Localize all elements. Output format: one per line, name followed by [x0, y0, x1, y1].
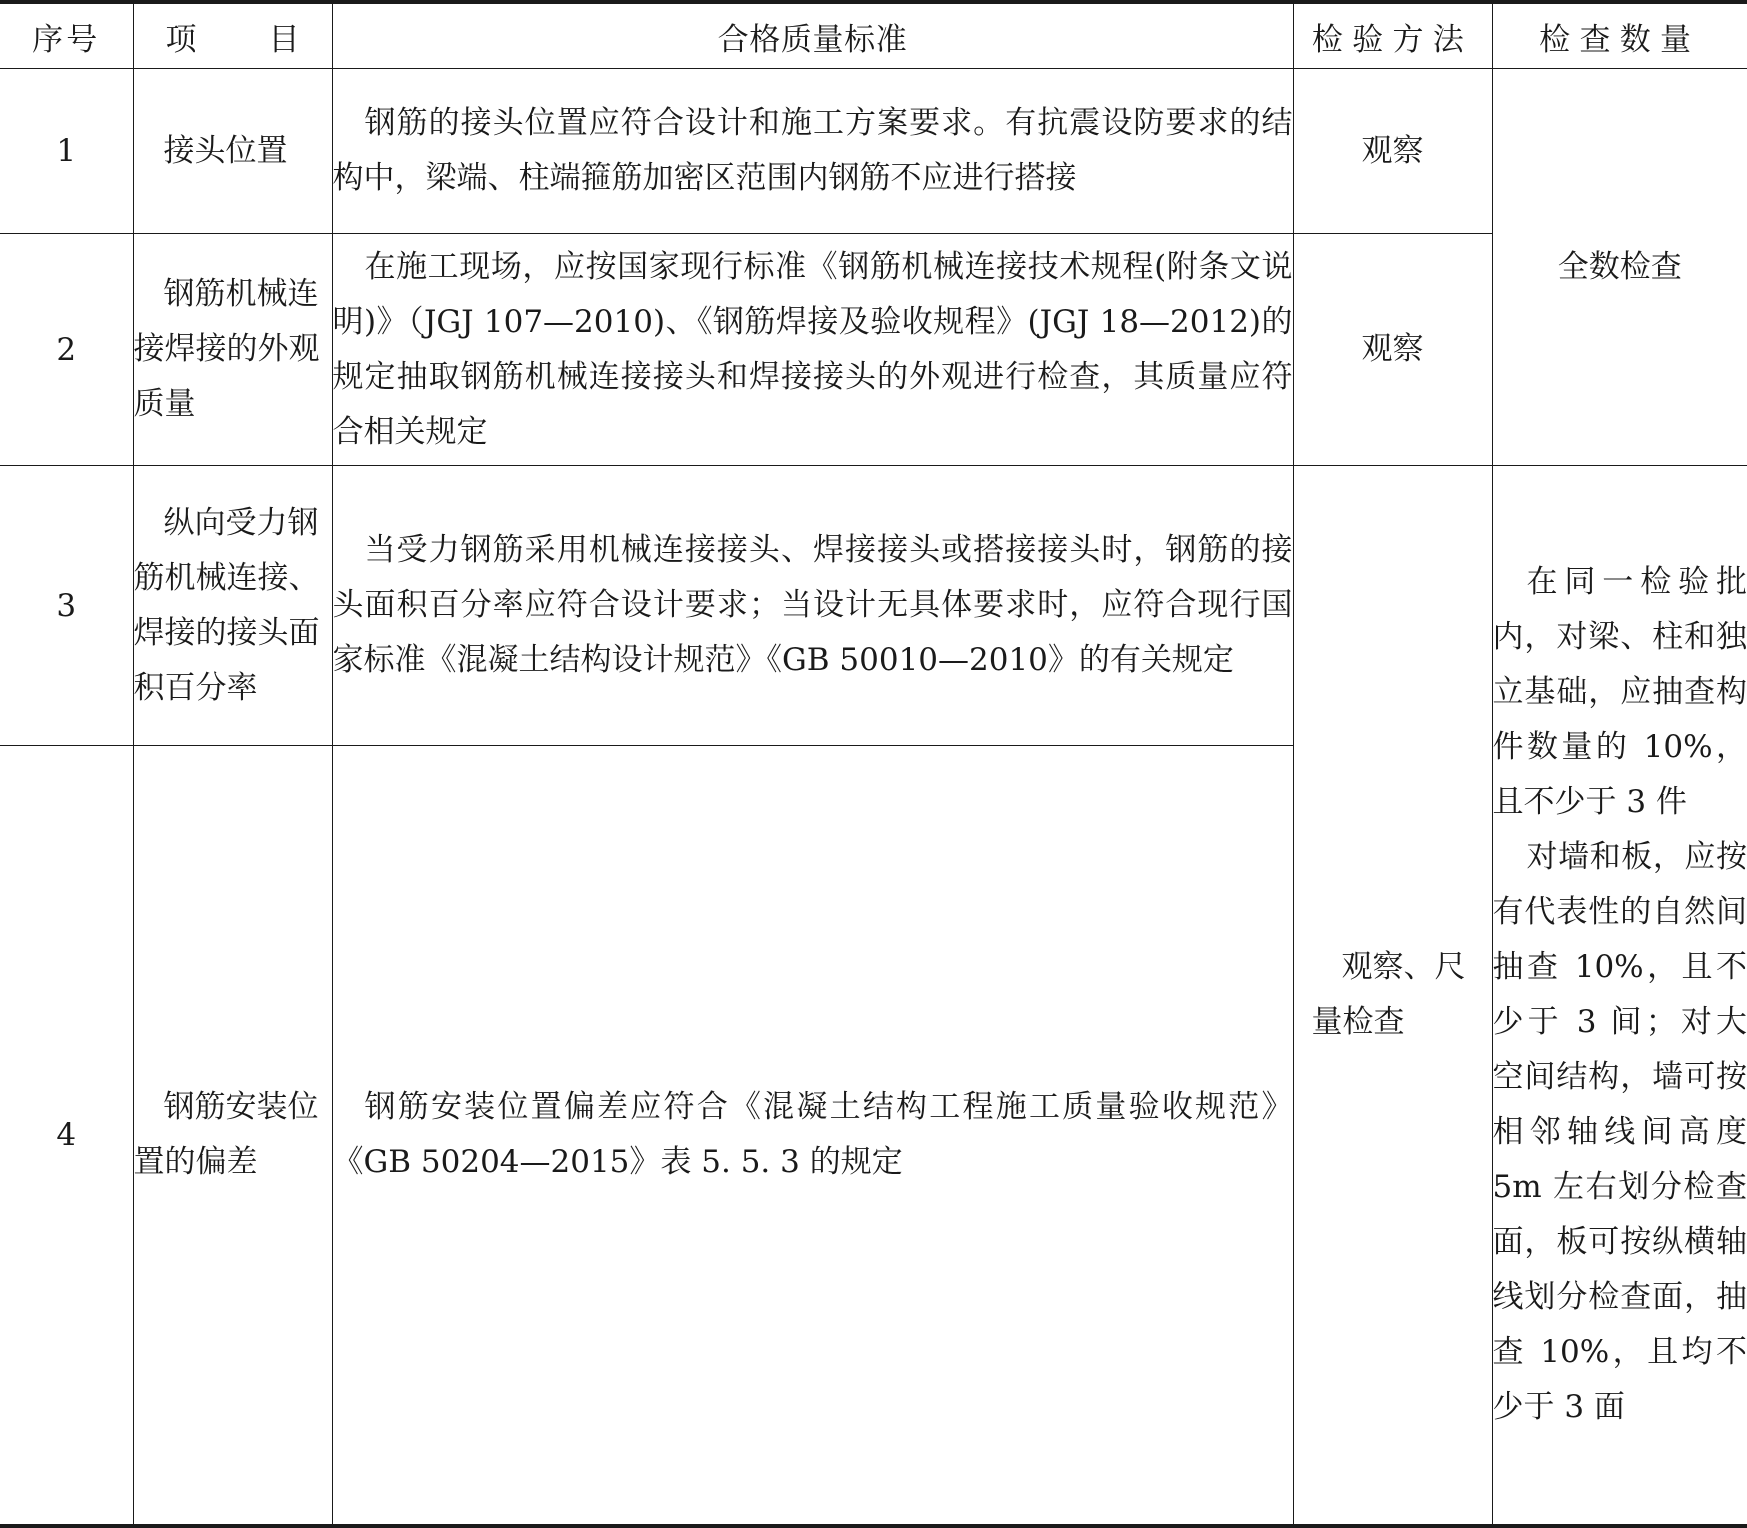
row-standard: 钢筋的接头位置应符合设计和施工方案要求。有抗震设防要求的结构中，梁端、柱端箍筋加密区范围内钢筋不应进行搭接 — [332, 69, 1293, 234]
count-sampling-walls: 对墙和板，应按有代表性的自然间抽查 10%，且不少于 3 间；对大空间结构，墙可按相邻轴线间高度 5m 左右划分检查面，板可按纵横轴线划分检查面，抽查 10%，且均不少于 3 面 — [1492, 838, 1747, 1425]
table-row — [0, 234, 1747, 466]
header-item-a: 项 — [165, 21, 197, 58]
table-header-row — [0, 2, 1747, 69]
header-method: 检验方法 — [1293, 2, 1492, 69]
header-item — [133, 2, 332, 69]
header-no: 序号 — [0, 2, 133, 69]
count-sampling-rules — [1492, 466, 1747, 1526]
header-item-b: 目 — [268, 21, 300, 58]
row-item: 钢筋机械连接焊接的外观质量 — [133, 234, 332, 466]
row-item: 纵向受力钢筋机械连接、焊接的接头面积百分率 — [133, 466, 332, 746]
table-row — [0, 69, 1747, 234]
row-item: 接头位置 — [133, 69, 332, 234]
row-method: 观察 — [1293, 69, 1492, 234]
header-standard: 合格质量标准 — [332, 2, 1293, 69]
row-no: 2 — [0, 234, 133, 466]
row-item: 钢筋安装位置的偏差 — [133, 746, 332, 1526]
row-standard: 当受力钢筋采用机械连接接头、焊接接头或搭接接头时，钢筋的接头面积百分率应符合设计要求；当设计无具体要求时，应符合现行国家标准《混凝土结构设计规范》《GB 50010—2010》的有关规定 — [332, 466, 1293, 746]
row-standard: 在施工现场，应按国家现行标准《钢筋机械连接技术规程(附条文说明)》（JGJ 107—2010)、《钢筋焊接及验收规程》(JGJ 18—2012)的规定抽取钢筋机械连接接头和焊接接头的外观进行检查，其质量应符合相关规定 — [332, 234, 1293, 466]
row-no: 4 — [0, 746, 133, 1526]
count-full-inspection: 全数检查 — [1492, 69, 1747, 466]
row-standard: 钢筋安装位置偏差应符合《混凝土结构工程施工质量验收规范》《GB 50204—2015》表 5. 5. 3 的规定 — [332, 746, 1293, 1526]
row-no: 1 — [0, 69, 133, 234]
table-row — [0, 466, 1747, 746]
count-sampling-beams: 在同一检验批内，对梁、柱和独立基础，应抽查构件数量的 10%，且不少于 3 件 — [1492, 563, 1747, 820]
row-method: 观察 — [1293, 234, 1492, 466]
method-observe-measure: 观察、尺量检查 — [1293, 466, 1492, 1526]
row-no: 3 — [0, 466, 133, 746]
header-count: 检查数量 — [1492, 2, 1747, 69]
